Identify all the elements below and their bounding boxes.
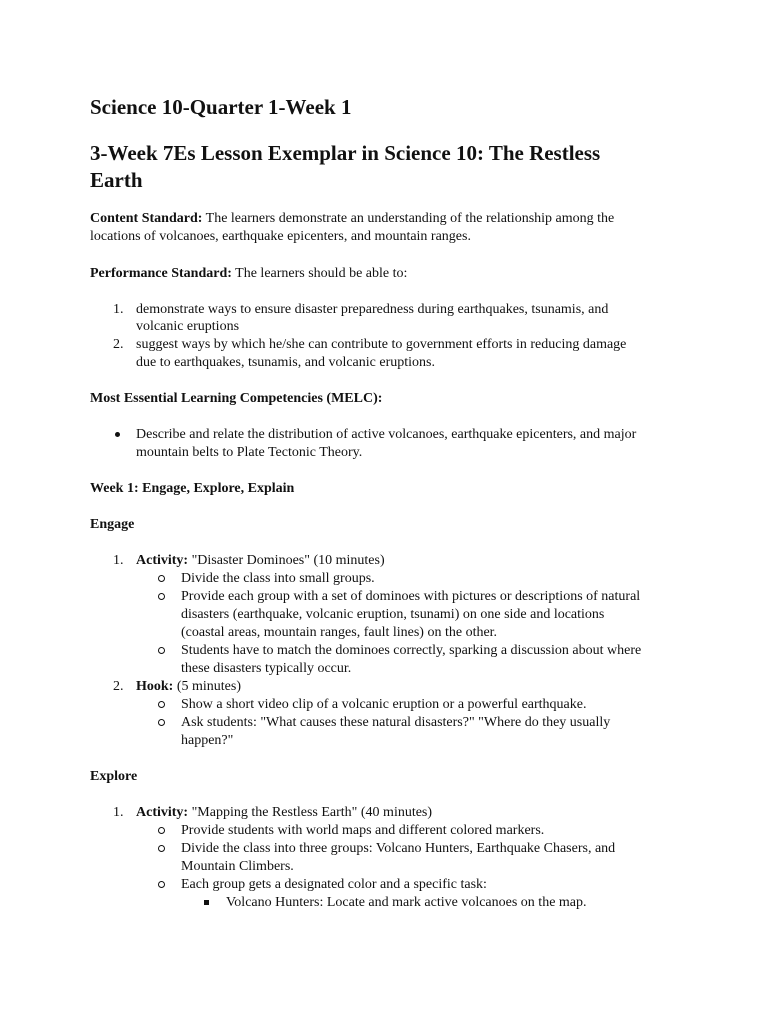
performance-standard-paragraph xyxy=(90,265,407,283)
hook-subitem-1: Show a short video clip of a volcanic eruption or a powerful earthquake. xyxy=(181,697,587,712)
content-standard-label: Content Standard: xyxy=(90,211,203,226)
explore-subsubitem-1: Volcano Hunters: Locate and mark active volcanoes on the map. xyxy=(226,895,587,910)
document-subtitle-continued: Earth xyxy=(90,168,143,192)
hollow-bullet-icon xyxy=(158,593,165,600)
engage-subitem-3: Students have to match the dominoes correctly, sparking a discussion about where xyxy=(181,643,642,658)
explore-subitem-2: Divide the class into three groups: Volcano Hunters, Earthquake Chasers, and xyxy=(181,841,616,856)
document-subtitle: 3-Week 7Es Lesson Exemplar in Science 10: The Restless xyxy=(90,141,601,165)
list-number: 2. xyxy=(113,337,124,352)
engage-subitem-1: Divide the class into small groups. xyxy=(181,571,375,586)
melc-heading: Most Essential Learning Competencies (MELC): xyxy=(90,391,383,406)
list-number: 1. xyxy=(113,805,124,820)
square-bullet-icon xyxy=(204,900,209,905)
activity-label: Activity: xyxy=(136,805,189,820)
performance-standard-text: The learners should be able to: xyxy=(231,266,408,281)
melc-item-continued: mountain belts to Plate Tectonic Theory. xyxy=(136,445,363,460)
hollow-bullet-icon xyxy=(158,701,165,708)
engage-subitem-3-line2: these disasters typically occur. xyxy=(181,661,352,676)
performance-item-1: demonstrate ways to ensure disaster preparedness during earthquakes, tsunamis, and xyxy=(136,302,609,317)
explore-subitem-3: Each group gets a designated color and a specific task: xyxy=(181,877,487,892)
hollow-bullet-icon xyxy=(158,647,165,654)
week-heading: Week 1: Engage, Explore, Explain xyxy=(90,481,295,496)
list-number: 1. xyxy=(113,553,124,568)
performance-standard-label: Performance Standard: xyxy=(90,266,232,281)
hook-subitem-2: Ask students: "What causes these natural disasters?" "Where do they usually xyxy=(181,715,611,730)
hook-text: (5 minutes) xyxy=(173,679,241,694)
activity-text: "Mapping the Restless Earth" (40 minutes) xyxy=(188,805,433,820)
hollow-bullet-icon xyxy=(158,827,165,834)
engage-activity-item xyxy=(136,552,385,570)
activity-label: Activity: xyxy=(136,553,189,568)
hollow-bullet-icon xyxy=(158,881,165,888)
melc-item: Describe and relate the distribution of active volcanoes, earthquake epicenters, and major xyxy=(136,427,637,442)
engage-subitem-2: Provide each group with a set of dominoes with pictures or descriptions of natural xyxy=(181,589,641,604)
engage-hook-item xyxy=(136,678,241,696)
performance-item-2: suggest ways by which he/she can contribute to government efforts in reducing damage xyxy=(136,337,627,352)
activity-text: "Disaster Dominoes" (10 minutes) xyxy=(188,553,385,568)
explore-subitem-1: Provide students with world maps and different colored markers. xyxy=(181,823,545,838)
content-standard-text-line2: locations of volcanoes, earthquake epicenters, and mountain ranges. xyxy=(90,229,471,244)
hollow-bullet-icon xyxy=(158,845,165,852)
content-standard-paragraph xyxy=(90,210,614,228)
hollow-bullet-icon xyxy=(158,575,165,582)
bullet-icon xyxy=(115,432,120,437)
engage-subitem-2-line2: disasters (earthquake, volcanic eruption, tsunami) on one side and locations xyxy=(181,607,605,622)
hook-label: Hook: xyxy=(136,679,174,694)
engage-heading: Engage xyxy=(90,517,135,532)
explore-heading: Explore xyxy=(90,769,138,784)
explore-subitem-2-line2: Mountain Climbers. xyxy=(181,859,294,874)
document-title: Science 10-Quarter 1-Week 1 xyxy=(90,95,352,119)
list-number: 2. xyxy=(113,679,124,694)
hollow-bullet-icon xyxy=(158,719,165,726)
list-number: 1. xyxy=(113,302,124,317)
explore-activity-item xyxy=(136,804,432,822)
engage-subitem-2-line3: (coastal areas, mountain ranges, fault lines) on the other. xyxy=(181,625,498,640)
hook-subitem-2-line2: happen?" xyxy=(181,733,234,748)
content-standard-text: The learners demonstrate an understanding of the relationship among the xyxy=(202,211,615,226)
performance-item-1-continued: volcanic eruptions xyxy=(136,319,240,334)
performance-item-2-continued: due to earthquakes, tsunamis, and volcanic eruptions. xyxy=(136,355,435,370)
